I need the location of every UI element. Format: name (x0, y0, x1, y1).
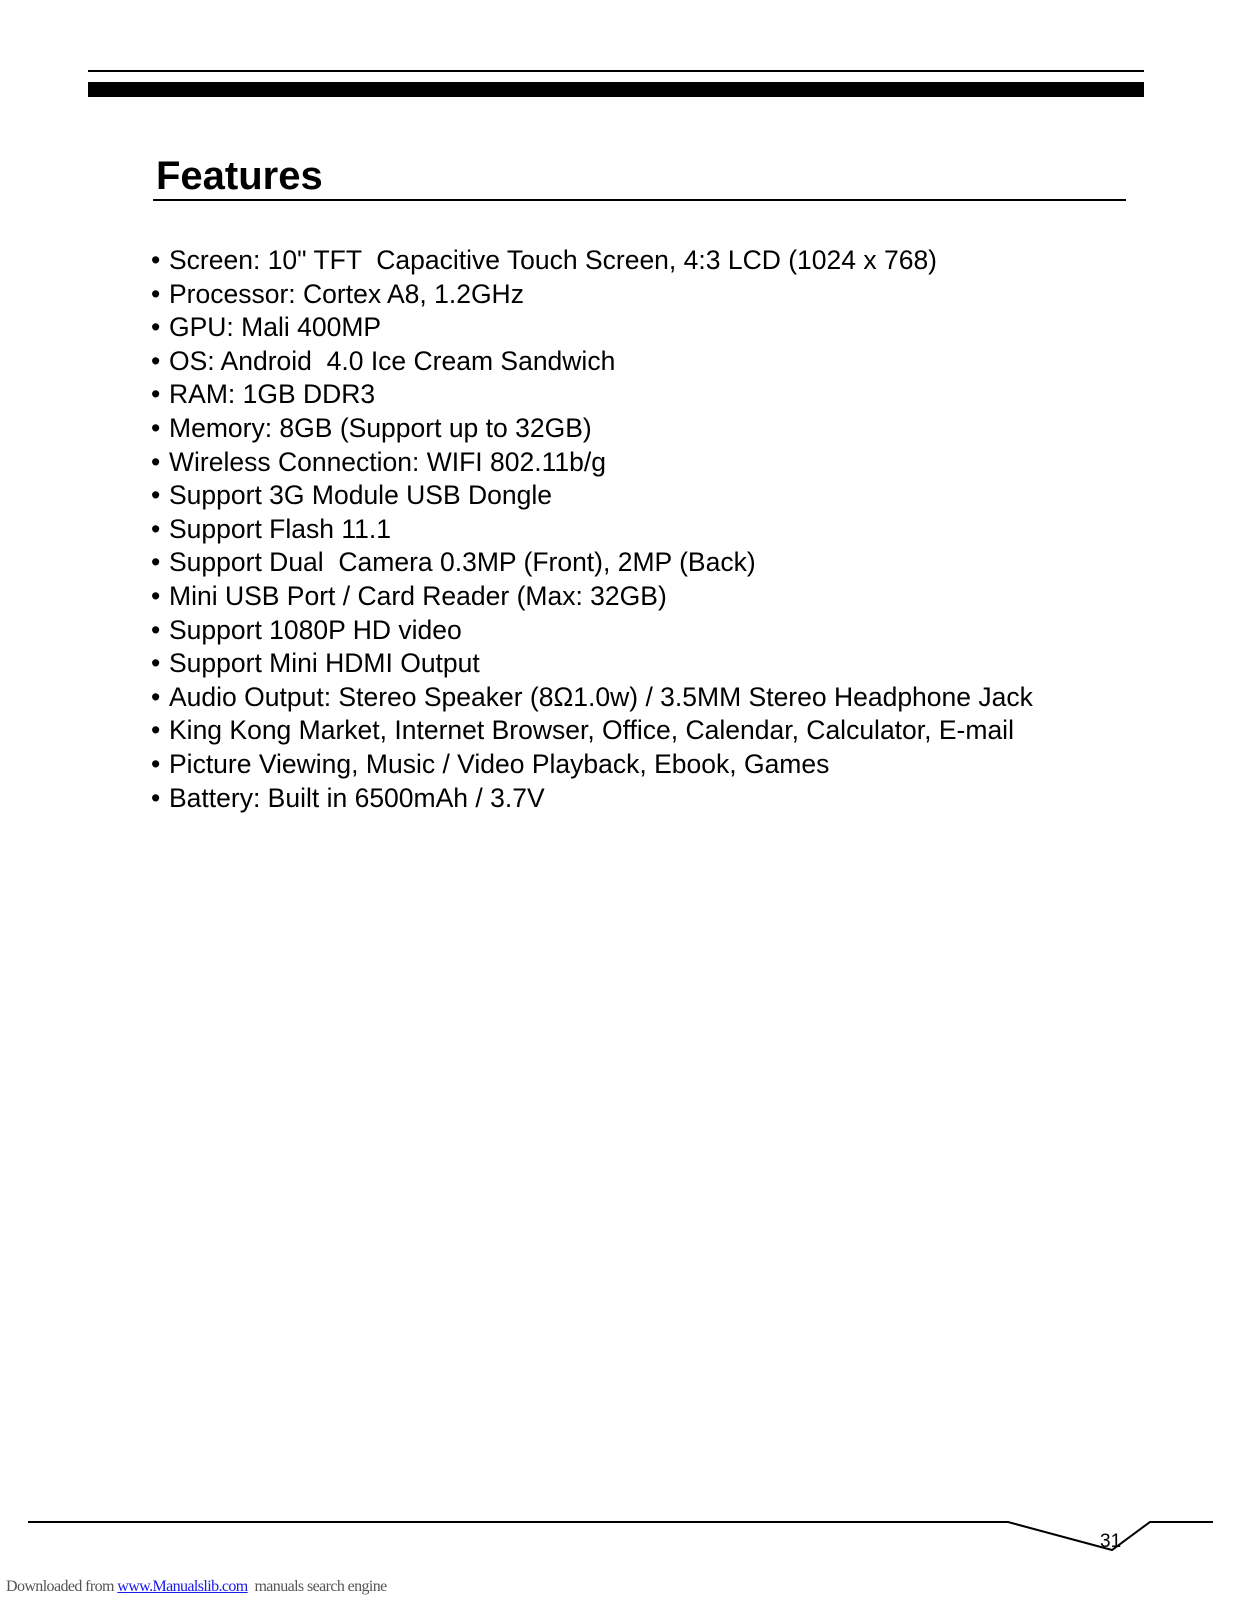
feature-item (151, 714, 1033, 748)
feature-text: Support Flash 11.1 (169, 513, 391, 544)
feature-item (151, 647, 1033, 681)
feature-item (151, 311, 1033, 345)
feature-item (151, 513, 1033, 547)
feature-item (151, 479, 1033, 513)
footer-rule (0, 1520, 1237, 1560)
feature-text: Mini USB Port / Card Reader (Max: 32GB) (169, 580, 667, 611)
feature-text: Audio Output: Stereo Speaker (8Ω1.0w) / 3.5MM Stereo Headphone Jack (169, 681, 1033, 712)
section-title: Features (156, 154, 323, 198)
feature-item (151, 748, 1033, 782)
feature-text: Wireless Connection: WIFI 802.11b/g (169, 446, 606, 477)
header-thick-rule (88, 82, 1144, 97)
feature-item (151, 782, 1033, 816)
bullet-icon: • (151, 379, 161, 410)
feature-text: Support Mini HDMI Output (169, 648, 480, 679)
feature-list (151, 244, 1033, 815)
bullet-icon: • (151, 513, 161, 544)
bullet-icon: • (151, 245, 161, 275)
feature-text: King Kong Market, Internet Browser, Office, Calendar, Calculator, E-mail (169, 715, 1014, 746)
bullet-icon: • (151, 748, 161, 779)
feature-text: Processor: Cortex A8, 1.2GHz (169, 278, 524, 309)
feature-item (151, 244, 1033, 278)
feature-text: Support 3G Module USB Dongle (169, 480, 552, 511)
bullet-icon: • (151, 278, 161, 309)
bullet-icon: • (151, 614, 161, 645)
manualslib-link[interactable]: www.Manualslib.com (117, 1578, 248, 1595)
bullet-icon: • (151, 681, 161, 712)
feature-text: OS: Android 4.0 Ice Cream Sandwich (169, 345, 616, 376)
bullet-icon: • (151, 648, 161, 679)
bullet-icon: • (151, 446, 161, 477)
feature-text: GPU: Mali 400MP (169, 312, 382, 343)
bullet-icon: • (151, 580, 161, 611)
feature-item (151, 278, 1033, 312)
feature-text: Picture Viewing, Music / Video Playback, Ebook, Games (169, 748, 830, 779)
bullet-icon: • (151, 782, 161, 813)
feature-item (151, 412, 1033, 446)
feature-text: Support Dual Camera 0.3MP (Front), 2MP (Back) (169, 547, 756, 578)
feature-item (151, 378, 1033, 412)
feature-text: Screen: 10" TFT Capacitive Touch Screen, 4:3 LCD (1024 x 768) (169, 245, 938, 275)
bullet-icon: • (151, 412, 161, 443)
title-underline (153, 199, 1126, 201)
feature-item (151, 345, 1033, 379)
page-number: 31 (1100, 1531, 1122, 1552)
feature-text: Memory: 8GB (Support up to 32GB) (169, 412, 592, 443)
bullet-icon: • (151, 312, 161, 343)
feature-item (151, 614, 1033, 648)
bullet-icon: • (151, 345, 161, 376)
bullet-icon: • (151, 547, 161, 578)
feature-item (151, 681, 1033, 715)
feature-text: RAM: 1GB DDR3 (169, 379, 376, 410)
download-note (6, 1578, 387, 1596)
feature-item (151, 546, 1033, 580)
bullet-icon: • (151, 480, 161, 511)
feature-text: Support 1080P HD video (169, 614, 462, 645)
bullet-icon: • (151, 715, 161, 746)
download-suffix: manuals search engine (247, 1578, 387, 1595)
feature-item (151, 580, 1033, 614)
feature-text: Battery: Built in 6500mAh / 3.7V (169, 782, 545, 813)
download-prefix: Downloaded from (6, 1578, 118, 1595)
feature-item (151, 446, 1033, 480)
header-thin-rule (88, 70, 1144, 72)
